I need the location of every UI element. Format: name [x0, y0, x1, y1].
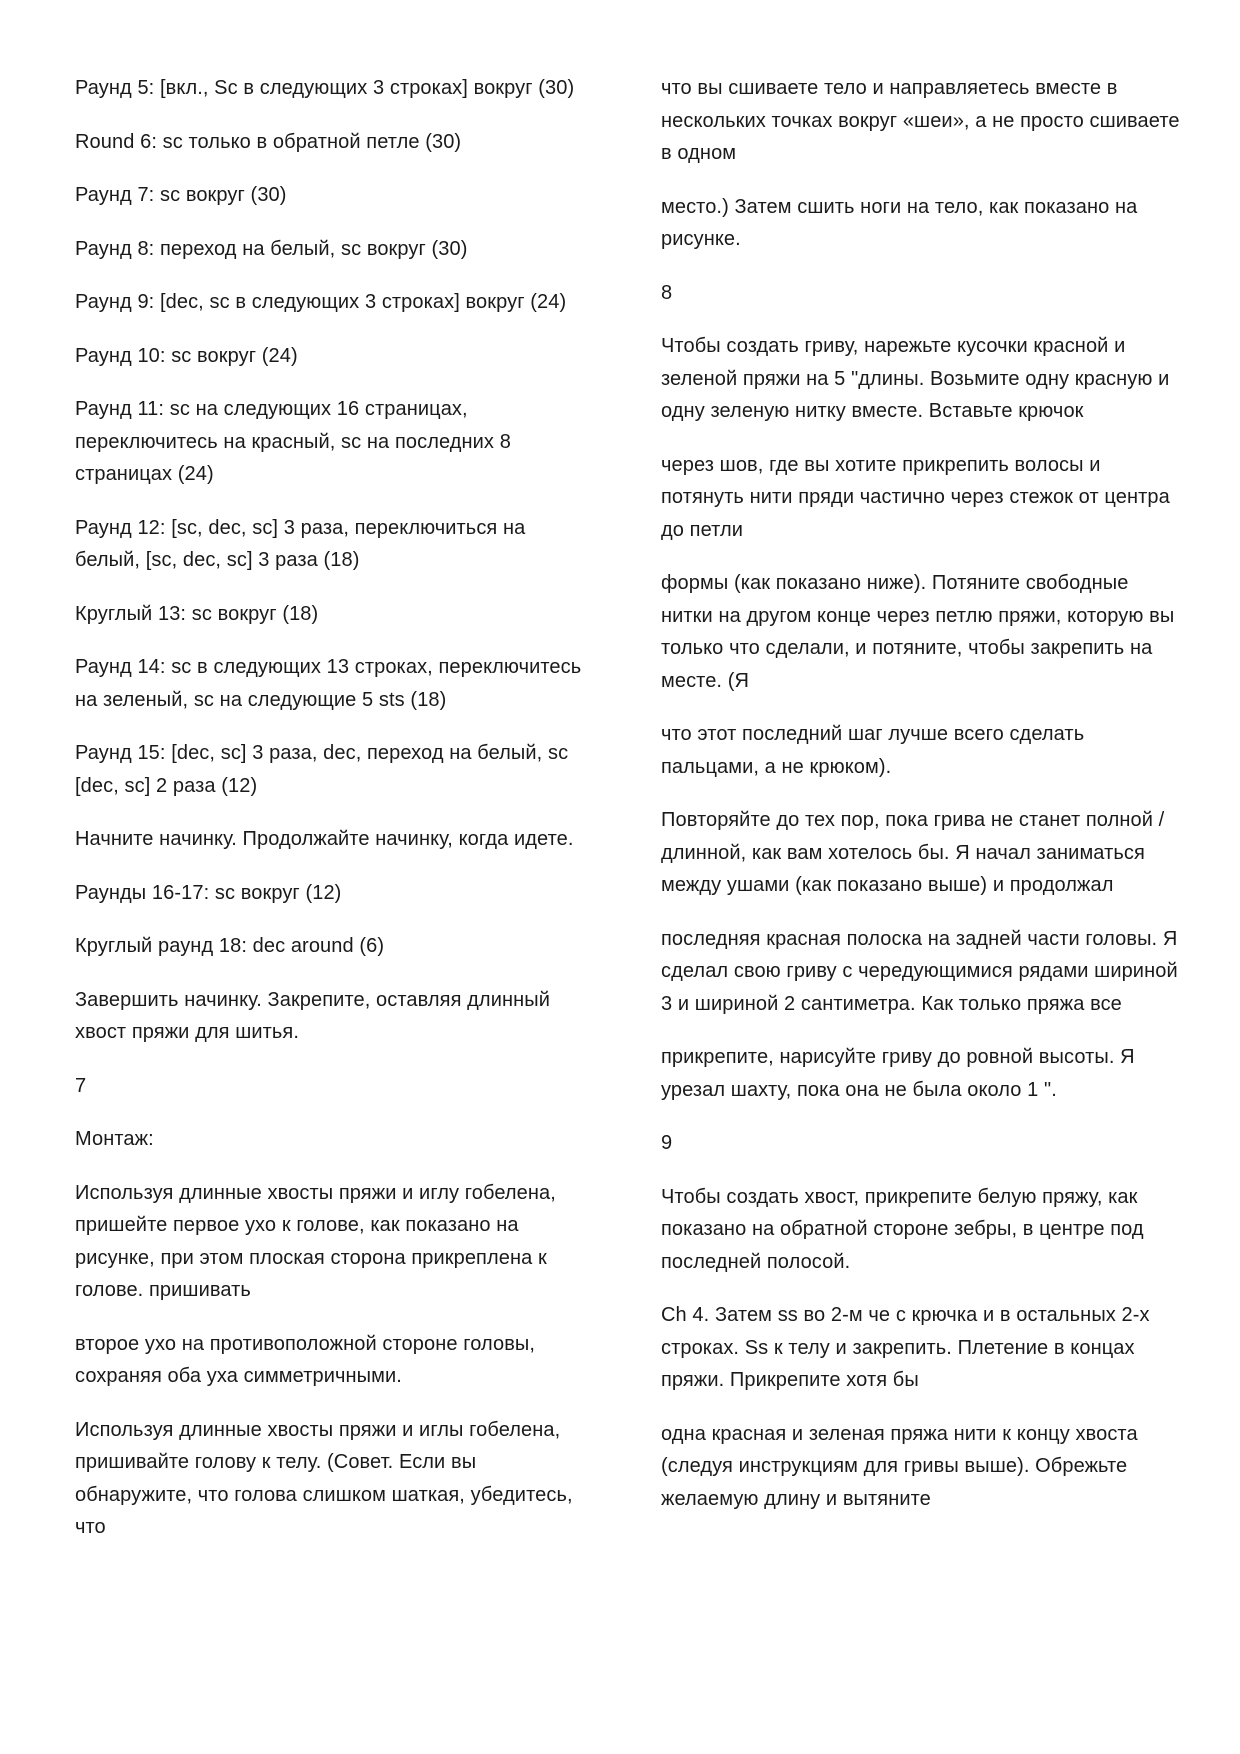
paragraph: Раунд 5: [вкл., Sc в следующих 3 строках] вокруг (30)	[75, 77, 575, 99]
paragraph: Раунд 9: [dec, sc в следующих 3 строках] вокруг (24)	[75, 291, 567, 313]
paragraph: Чтобы создать хвост, прикрепите белую пряжу, как показано на обратной стороне зебры, в центре под последней полосой.	[661, 1185, 1144, 1273]
paragraph: прикрепите, нарисуйте гриву до ровной высоты. Я урезал шахту, пока она не была около 1 ".	[661, 1046, 1135, 1101]
section-number: 9	[661, 1132, 673, 1154]
paragraph: Круглый раунд 18: dec around (6)	[75, 935, 385, 957]
paragraph: второе ухо на противоположной стороне головы, сохраняя оба уха симметричными.	[75, 1332, 536, 1387]
paragraph: Круглый 13: sc вокруг (18)	[75, 602, 319, 625]
paragraph: Раунд 7: sc вокруг (30)	[75, 184, 287, 206]
paragraph: одна красная и зеленая пряжа нити к концу хвоста (следуя инструкциям для гривы выше). Обрежьте желаемую длину и вытяните	[661, 1422, 1138, 1510]
paragraph: что этот последний шаг лучше всего сделать пальцами, а не крюком).	[661, 723, 1085, 778]
paragraph: через шов, где вы хотите прикрепить волосы и потянуть нити пряди частично через стежок от центра до петли	[661, 453, 1170, 541]
paragraph: последняя красная полоска на задней части головы. Я сделал свою гриву с чередующимися рядами шириной 3 и шириной 2 сантиметра. Как только пряжа все	[661, 927, 1178, 1015]
paragraph: Раунд 15: [dec, sc] 3 раза, dec, переход на белый, sc [dec, sc] 2 раза (12)	[75, 742, 569, 797]
section-number: 8	[661, 281, 673, 304]
right-column	[661, 72, 1181, 1536]
paragraph: Завершить начинку. Закрепите, оставляя длинный хвост пряжи для шитья.	[75, 988, 551, 1043]
paragraph: Используя длинные хвосты пряжи и иглу гобелена, пришейте первое ухо к голове, как показано на рисунке, при этом плоская сторона прикреплена к голове. пришивать	[75, 1181, 556, 1301]
paragraph: Раунд 10: sc вокруг (24)	[75, 344, 298, 367]
paragraph: формы (как показано ниже). Потяните свободные нитки на другом конце через петлю пряжи, которую вы только что сделали, и потяните, чтобы закрепить на месте. (Я	[661, 572, 1175, 692]
paragraph: Повторяйте до тех пор, пока грива не станет полной / длинной, как вам хотелось бы. Я начал заниматься между ушами (как показано выше) и продолжал	[661, 809, 1165, 896]
section-heading: Монтаж:	[75, 1128, 154, 1150]
paragraph: Раунд 12: [sc, dec, sc] 3 раза, переключиться на белый, [sc, dec, sc] 3 раза (18)	[75, 516, 526, 571]
paragraph: Раунды 16-17: sc вокруг (12)	[75, 881, 342, 904]
paragraph: место.) Затем сшить ноги на тело, как показано на рисунке.	[661, 195, 1138, 250]
paragraph: Раунд 8: переход на белый, sc вокруг (30)	[75, 237, 468, 260]
paragraph: что вы сшиваете тело и направляетесь вместе в нескольких точках вокруг «шеи», а не просто сшиваете в одном	[661, 77, 1180, 164]
paragraph: Используя длинные хвосты пряжи и иглы гобелена, пришивайте голову к телу. (Совет. Если вы обнаружите, что голова слишком шаткая, убедитесь, что	[75, 1418, 573, 1538]
paragraph: Раунд 11: sc на следующих 16 страницах, переключитесь на красный, sc на последних 8 страницах (24)	[75, 398, 511, 485]
section-number: 7	[75, 1074, 87, 1097]
paragraph: Чтобы создать гриву, нарежьте кусочки красной и зеленой пряжи на 5 "длины. Возьмите одну красную и одну зеленую нитку вместе. Вставьте крючок	[661, 335, 1170, 422]
paragraph: Round 6: sc только в обратной петле (30)	[75, 130, 462, 153]
paragraph: Раунд 14: sc в следующих 13 строках, переключитесь на зеленый, sc на следующие 5 sts (18)	[75, 656, 582, 711]
paragraph: Начните начинку. Продолжайте начинку, когда идете.	[75, 828, 574, 850]
paragraph: Ch 4. Затем ss во 2-м че с крючка и в остальных 2-х строках. Ss к телу и закрепить. Плетение в концах пряжи. Прикрепите хотя бы	[661, 1304, 1150, 1391]
left-column	[75, 72, 595, 1565]
